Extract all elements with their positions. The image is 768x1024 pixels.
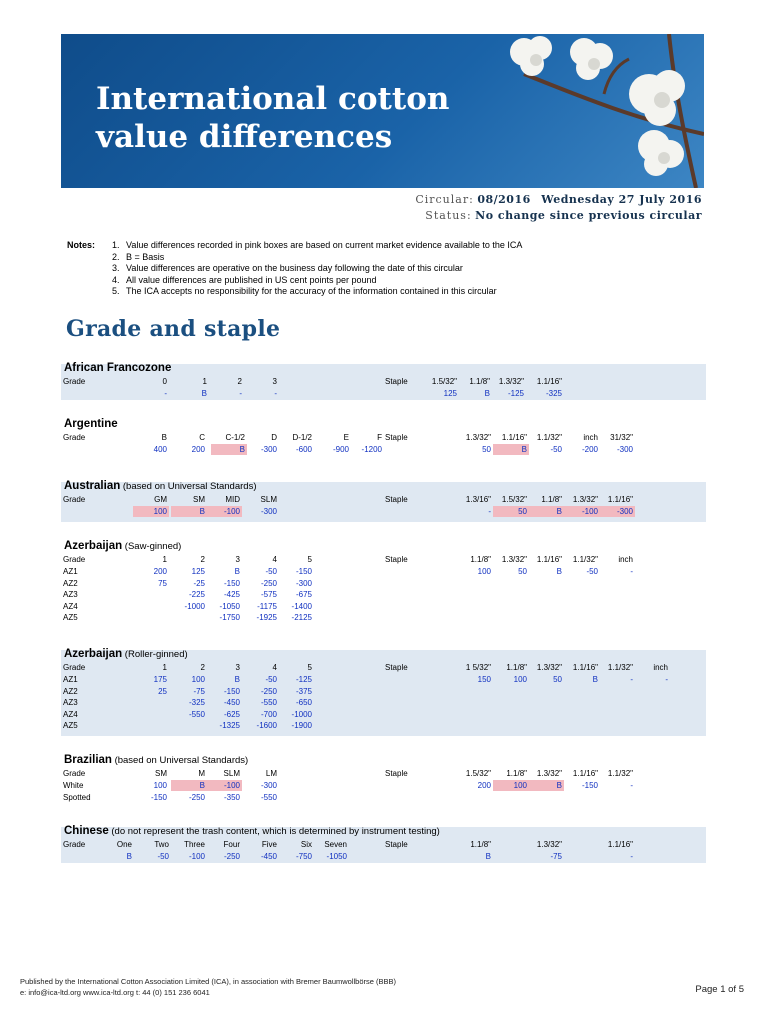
grade-value: -150 [223,578,240,588]
grade-value: -450 [223,698,240,707]
grade-value: -50 [265,567,277,576]
grade-value: -600 [295,445,312,454]
staple-value: 50 [553,675,562,684]
grade-header: Two [154,840,169,849]
grade-value: - [164,389,167,398]
grade-value: -250 [260,686,277,696]
grade-value: -100 [223,781,240,790]
staple-header: 1.3/32" [501,555,527,564]
note-item [112,275,522,287]
staple-value: -75 [550,852,562,861]
grade-header: Three [184,840,205,849]
page-number: Page 1 of 5 [695,984,744,995]
grade-value: -325 [188,698,205,707]
staple-header: 1.1/16" [501,433,527,442]
grade-label: Grade [63,377,86,386]
grade-value: -650 [295,698,312,707]
grade-header: C [199,433,205,442]
staple-value: 50 [518,567,527,576]
staple-header: 31/32" [610,433,633,442]
staple-label: Staple [385,840,408,849]
grade-value: B [199,507,205,516]
staple-header: 1.1/8" [506,663,527,672]
note-item [112,252,522,264]
staple-header: 1.1/32" [607,769,633,778]
staple-value: -125 [507,389,524,398]
staple-value: B [556,567,562,576]
staple-header: 1.1/32" [536,433,562,442]
grade-value: 75 [158,578,167,588]
grade-value: -900 [332,445,349,454]
grade-value: -75 [193,686,205,696]
grade-value: - [239,389,242,398]
grade-label: Grade [63,555,86,564]
grade-value: B [201,389,207,398]
grade-table [61,364,706,400]
staple-label: Staple [385,433,408,442]
staple-header: inch [618,555,633,564]
grade-value: 100 [153,507,167,516]
circular-info [415,193,702,206]
grade-value: -625 [223,709,240,719]
note-item [112,263,522,275]
row-label: AZ2 [63,578,78,588]
grade-header: 3 [235,663,240,672]
grade-label: Grade [63,433,86,442]
document-title [96,80,449,156]
staple-value: B [556,507,562,516]
grade-value: -225 [188,590,205,599]
note-number: 2. [112,251,120,262]
row-label: AZ3 [63,590,78,599]
grade-header: 5 [307,555,312,564]
staple-header: 1.1/16" [607,495,633,504]
table-title [64,540,181,552]
staple-value: 100 [477,567,491,576]
staple-value: B [556,781,562,790]
staple-label: Staple [385,555,408,564]
grade-header: 1 [202,377,207,386]
staple-header: 1.1/8" [506,769,527,778]
grade-value: 175 [153,675,167,684]
grade-value: -1000 [291,709,312,719]
staple-value: - [630,781,633,790]
grade-header: 5 [307,663,312,672]
staple-value: -100 [581,507,598,516]
grade-value: -1050 [219,601,240,611]
grade-header: M [198,769,205,778]
staple-header: 1.5/32" [501,495,527,504]
grade-value: -50 [265,675,277,684]
staple-header: 1.1/8" [470,555,491,564]
table-title [64,825,440,837]
staple-header: 1.1/8" [470,840,491,849]
staple-header: 1.3/32" [536,663,562,672]
notes-list [112,240,522,298]
row-label: AZ5 [63,613,78,622]
row-label: White [63,781,84,790]
growth-qualifier: (based on Universal Standards) [120,481,257,492]
grade-header: 0 [162,377,167,386]
grade-header: D [271,433,277,442]
grade-header: F [377,433,382,442]
note-number: 3. [112,263,120,273]
staple-value: 125 [443,389,457,398]
table-title [64,480,257,492]
title-line-2: value differences [96,119,393,155]
grade-value: 100 [191,675,205,684]
growth-name: African Francozone [64,362,172,374]
growth-name: Chinese [64,825,109,837]
grade-value: -1750 [219,613,240,622]
notes-label: Notes: [67,240,96,250]
grade-value: B [234,567,240,576]
staple-label: Staple [385,663,408,672]
grade-table [61,756,706,806]
footer-contact: e: info@ica-ltd.org www.ica-ltd.org t: 44 (0) 151 236 6041 [20,988,210,997]
grade-value: -1325 [219,721,240,730]
circular-date: Wednesday 27 July 2016 [541,193,702,206]
growth-qualifier: (Saw-ginned) [122,541,182,552]
circular-label: Circular: [415,193,474,206]
header-banner [61,34,704,188]
staple-value: -300 [616,507,633,516]
grade-header: SM [155,769,167,778]
staple-header: 1.5/32" [431,377,457,386]
grade-value: 125 [191,567,205,576]
staple-header: 1.1/8" [469,377,490,386]
growth-name: Azerbaijan [64,648,123,660]
grade-value: -750 [295,852,312,861]
status-info [425,209,702,222]
grade-header: SM [193,495,205,504]
grade-value: 100 [153,781,167,790]
grade-value: -300 [260,781,277,790]
grade-value: 400 [153,445,167,454]
note-text: The ICA accepts no responsibility for the accuracy of the information contained in this circular [126,286,497,296]
table-title [64,418,118,430]
row-label: AZ1 [63,675,78,684]
grade-table [61,650,706,736]
grade-value: -1175 [257,601,277,611]
note-text: B = Basis [126,251,165,262]
note-text: All value differences are published in US cent points per pound [126,274,377,285]
staple-value: -300 [616,445,633,454]
table-title [64,648,188,660]
grade-table [61,420,706,462]
grade-value: -1050 [326,852,347,861]
row-label: AZ4 [63,709,78,719]
grade-value: B [199,781,205,790]
staple-value: - [665,675,668,684]
row-label: AZ2 [63,686,78,696]
grade-value: -300 [295,578,312,588]
grade-value: -550 [260,792,277,802]
staple-value: B [485,852,491,861]
status-label: Status: [425,209,472,222]
staple-value: - [630,852,633,861]
grade-header: Six [300,840,312,849]
staple-value: -200 [581,445,598,454]
grade-value: -350 [223,792,240,802]
staple-header: 1.3/32" [572,495,598,504]
grade-value: -1200 [361,445,382,454]
staple-value: -50 [550,445,562,454]
grade-header: 4 [272,663,277,672]
status-value: No change since previous circular [475,209,702,222]
footer [20,976,396,998]
staple-value: B [484,389,490,398]
grade-header: One [116,840,132,849]
grade-header: SLM [223,769,240,778]
note-item [112,240,522,252]
growth-name: Argentine [64,418,118,430]
staple-value: - [630,675,633,684]
grade-value: -300 [260,445,277,454]
note-text: Value differences recorded in pink boxes are based on current market evidence available to the ICA [126,240,523,250]
staple-value: 100 [513,781,527,790]
growth-qualifier: (Roller-ginned) [122,649,188,660]
grade-value: -1000 [184,601,205,611]
staple-header: 1.3/16" [465,495,491,504]
grade-header: C-1/2 [225,433,245,442]
growth-name: Azerbaijan [64,540,123,552]
grade-label: Grade [63,495,86,504]
staple-header: 1.1/8" [541,495,562,504]
staple-label: Staple [385,769,408,778]
staple-value: -50 [586,567,598,576]
grade-header: D-1/2 [292,433,312,442]
staple-value: B [592,675,598,684]
staple-header: 1.3/32" [536,769,562,778]
growth-name: Australian [64,480,121,492]
staple-header: 1.1/16" [536,555,562,564]
staple-header: inch [583,433,598,442]
grade-header: GM [154,495,167,504]
staple-header: 1.1/16" [572,769,598,778]
staple-value: -325 [545,389,562,398]
cotton-branch-image [484,34,704,188]
grade-value: -100 [188,852,205,861]
grade-header: 3 [272,377,277,386]
staple-header: 1.1/16" [536,377,562,386]
grade-value: -1900 [291,721,312,730]
grade-header: 2 [237,377,242,386]
staple-header: 1.1/32" [607,663,633,672]
grade-value: 25 [158,686,167,696]
staple-value: B [521,445,527,454]
grade-value: - [274,389,277,398]
grade-value: -375 [295,686,312,696]
note-text: Value differences are operative on the business day following the date of this circular [126,263,463,273]
grade-header: 3 [235,555,240,564]
staple-value: -150 [581,781,598,790]
grade-value: -450 [260,852,277,861]
footer-publisher: Published by the International Cotton Association Limited (ICA), in association with Bremer Baumwollbörse (BBB) [20,977,397,986]
staple-header: 1 5/32" [465,663,491,672]
grade-value: B [239,445,245,454]
grade-value: -150 [223,686,240,696]
note-number: 5. [112,286,120,296]
row-label: AZ5 [63,721,78,730]
title-line-1: International cotton [96,81,450,117]
section-title: Grade and staple [66,316,281,342]
grade-header: MID [225,495,240,504]
grade-value: -2125 [291,613,312,622]
grade-value: -300 [260,507,277,516]
grade-value: B [126,852,132,861]
staple-header: 1.3/32" [465,433,491,442]
grade-value: -550 [188,709,205,719]
grade-value: -250 [260,578,277,588]
grade-header: 1 [162,555,167,564]
staple-header: 1.3/32" [498,377,524,386]
staple-value: 150 [477,675,491,684]
grade-value: 200 [191,445,205,454]
row-label: AZ1 [63,567,78,576]
staple-value: 50 [518,507,527,516]
grade-value: B [234,675,240,684]
row-label: Spotted [63,792,91,802]
table-title [64,362,171,374]
staple-label: Staple [385,495,408,504]
grade-label: Grade [63,769,86,778]
growth-qualifier: (do not represent the trash content, which is determined by instrument testing) [108,826,440,837]
staple-header: 1.1/32" [572,555,598,564]
grade-label: Grade [63,663,86,672]
grade-value: -150 [295,567,312,576]
grade-label: Grade [63,840,86,849]
grade-value: -50 [157,852,169,861]
staple-value: 200 [477,781,491,790]
note-number: 4. [112,274,120,285]
grade-value: -250 [188,792,205,802]
circular-number: 08/2016 [477,193,531,206]
staple-header: 1.3/32" [536,840,562,849]
staple-header: inch [653,663,668,672]
staple-value: 50 [482,445,491,454]
grade-value: -150 [150,792,167,802]
grade-value: -675 [295,590,312,599]
staple-header: 1.1/16" [607,840,633,849]
note-item [112,286,522,298]
grade-header: 2 [200,555,205,564]
grade-value: -250 [223,852,240,861]
staple-value: - [630,567,633,576]
grade-value: -25 [193,578,205,588]
growth-qualifier: (based on Universal Standards) [111,755,249,766]
grade-header: 1 [162,663,167,672]
grade-table [61,827,706,863]
grade-value: -1600 [256,721,277,730]
staple-header: 1.1/16" [572,663,598,672]
grade-header: LM [265,769,277,778]
grade-value: -1925 [256,613,277,622]
grade-header: Four [223,840,240,849]
grade-value: -575 [260,590,277,599]
grade-header: E [343,433,349,442]
grade-value: -425 [223,590,240,599]
grade-value: -700 [260,709,277,719]
grade-value: 200 [153,567,167,576]
grade-header: B [161,433,167,442]
grade-header: SLM [260,495,277,504]
grade-header: Five [261,840,277,849]
staple-value: - [488,507,491,516]
grade-value: -1400 [291,601,312,611]
grade-header: Seven [324,840,347,849]
grade-table [61,482,706,522]
grade-value: -100 [223,507,240,516]
growth-name: Brazilian [64,754,112,766]
grade-value: -550 [260,698,277,707]
note-number: 1. [112,240,120,250]
row-label: AZ4 [63,601,78,611]
row-label: AZ3 [63,698,78,707]
staple-value: 100 [513,675,527,684]
staple-label: Staple [385,377,408,386]
grade-value: -125 [295,675,312,684]
grade-header: 4 [272,555,277,564]
grade-table [61,542,706,628]
table-title [64,754,248,766]
grade-header: 2 [200,663,205,672]
staple-header: 1.5/32" [465,769,491,778]
